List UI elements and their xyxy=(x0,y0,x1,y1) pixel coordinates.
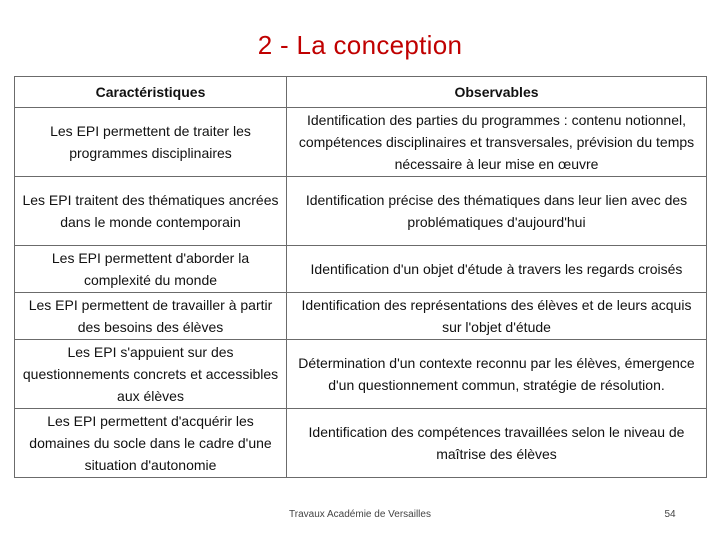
header-observables: Observables xyxy=(287,77,707,108)
table-row xyxy=(15,246,707,293)
table-row xyxy=(15,108,707,177)
observable-cell: Identification des représentations des élèves et de leurs acquis sur l'objet d'étude xyxy=(287,293,707,340)
caracteristique-cell: Les EPI permettent de traiter les programmes disciplinaires xyxy=(15,108,287,177)
epi-table xyxy=(14,76,707,478)
table-row xyxy=(15,340,707,409)
observable-cell: Identification des compétences travaillées selon le niveau de maîtrise des élèves xyxy=(287,409,707,478)
observable-cell: Identification précise des thématiques dans leur lien avec des problématiques d'aujourd'hui xyxy=(287,177,707,246)
caracteristique-cell: Les EPI s'appuient sur des questionnements concrets et accessibles aux élèves xyxy=(15,340,287,409)
caracteristique-cell: Les EPI permettent de travailler à partir des besoins des élèves xyxy=(15,293,287,340)
page-number: 54 xyxy=(664,509,676,520)
table-row xyxy=(15,293,707,340)
caracteristique-cell: Les EPI permettent d'aborder la complexité du monde xyxy=(15,246,287,293)
observable-cell: Identification d'un objet d'étude à travers les regards croisés xyxy=(287,246,707,293)
header-caracteristiques: Caractéristiques xyxy=(15,77,287,108)
table-header-row xyxy=(15,77,707,108)
observable-cell: Identification des parties du programmes : contenu notionnel, compétences disciplinaires et transversales, prévision du temps nécessaire à leur mise en œuvre xyxy=(287,108,707,177)
observable-cell: Détermination d'un contexte reconnu par les élèves, émergence d'un questionnement commun, stratégie de résolution. xyxy=(287,340,707,409)
table-row xyxy=(15,409,707,478)
caracteristique-cell: Les EPI traitent des thématiques ancrées dans le monde contemporain xyxy=(15,177,287,246)
slide-title: 2 - La conception xyxy=(257,30,463,60)
slide-footer: Travaux Académie de Versailles xyxy=(289,509,431,520)
caracteristique-cell: Les EPI permettent d'acquérir les domaines du socle dans le cadre d'une situation d'autonomie xyxy=(15,409,287,478)
table-row xyxy=(15,177,707,246)
